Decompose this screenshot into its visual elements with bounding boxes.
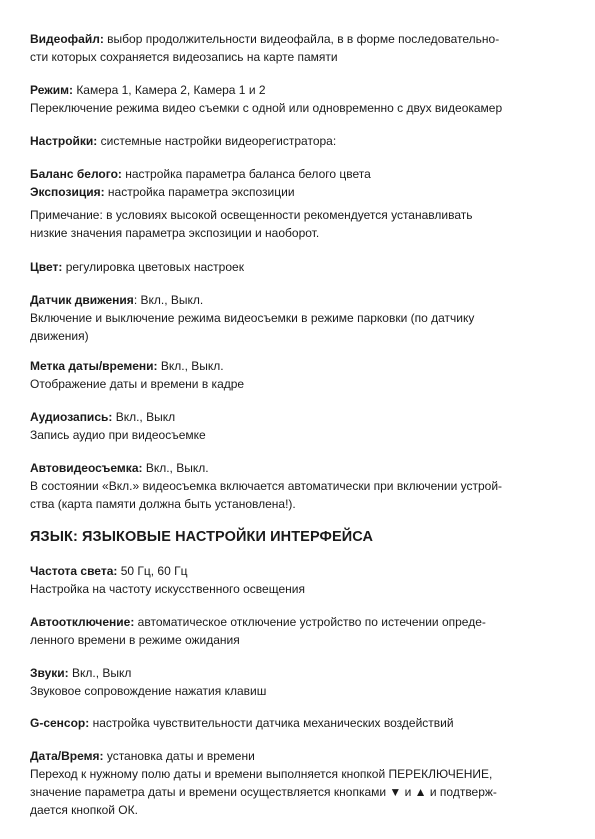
motion-label: Датчик движения	[30, 293, 134, 307]
white-balance-label: Баланс белого:	[30, 167, 122, 181]
mode-description: Переключение режима видео съемки с одной или одновременно с двух видеокамер	[30, 101, 503, 115]
datestamp-label: Метка даты/времени:	[30, 359, 158, 373]
gsensor-text: настройка чувствительности датчика механических воздействий	[89, 716, 454, 730]
white-balance-text: настройка параметра баланса белого цвета	[121, 167, 371, 181]
motion-description: Включение и выключение режима видеосъемки в режиме парковки (по датчику	[30, 311, 475, 325]
gsensor-label: G-сенсор:	[30, 716, 90, 730]
color-text: регулировка цветовых настроек	[62, 260, 244, 274]
datetime-description: Переход к нужному полю даты и времени выполняется кнопкой ПЕРЕКЛЮЧЕНИЕ,	[30, 767, 493, 781]
gsensor-section	[30, 714, 454, 732]
sounds-values: Вкл., Выкл	[68, 666, 132, 680]
settings-section	[30, 132, 336, 150]
white-balance-section	[30, 165, 371, 201]
videofile-label: Видеофайл:	[30, 32, 104, 46]
autorec-label: Автовидеосъемка:	[30, 461, 143, 475]
sounds-label: Звуки:	[30, 666, 69, 680]
sounds-description: Звуковое сопровождение нажатия клавиш	[30, 684, 267, 698]
frequency-description: Настройка на частоту искусственного освещения	[30, 582, 305, 596]
note-line-2: низкие значения параметра экспозиции и наоборот.	[30, 226, 320, 240]
frequency-values: 50 Гц, 60 Гц	[117, 564, 188, 578]
videofile-section	[30, 30, 499, 66]
audio-label: Аудиозапись:	[30, 410, 113, 424]
datestamp-values: Вкл., Выкл.	[157, 359, 224, 373]
datetime-section	[30, 747, 497, 819]
autorec-description: В состоянии «Вкл.» видеосъемка включается автоматически при включении устрой-	[30, 479, 503, 493]
note-section	[30, 206, 472, 242]
autorec-values: Вкл., Выкл.	[142, 461, 209, 475]
mode-values: Камера 1, Камера 2, Камера 1 и 2	[72, 83, 266, 97]
audio-description: Запись аудио при видеосъемке	[30, 428, 206, 442]
mode-section	[30, 81, 502, 117]
autorec-description-cont: ства (карта памяти должна быть установлена!).	[30, 497, 296, 511]
settings-text: системные настройки видеорегистратора:	[97, 134, 337, 148]
motion-values: : Вкл., Выкл.	[133, 293, 204, 307]
audio-values: Вкл., Выкл	[112, 410, 176, 424]
audio-section	[30, 408, 206, 444]
color-label: Цвет:	[30, 260, 63, 274]
color-section	[30, 258, 244, 276]
datetime-label: Дата/Время:	[30, 749, 104, 763]
frequency-label: Частота света:	[30, 564, 118, 578]
autooff-label: Автоотключение:	[30, 615, 135, 629]
autooff-section	[30, 613, 486, 649]
datetime-description-cont: значение параметра даты и времени осуществляется кнопками ▼ и ▲ и подтверж-	[30, 785, 497, 799]
language-heading: ЯЗЫК: ЯЗЫКОВЫЕ НАСТРОЙКИ ИНТЕРФЕЙСА	[30, 529, 374, 545]
exposure-text: настройка параметра экспозиции	[104, 185, 295, 199]
datestamp-section	[30, 357, 244, 393]
autorec-section	[30, 459, 502, 513]
videofile-text-cont: сти которых сохраняется видеозапись на карте памяти	[30, 50, 338, 64]
motion-description-cont: движения)	[30, 329, 89, 343]
mode-label: Режим:	[30, 83, 73, 97]
motion-section	[30, 291, 474, 345]
settings-label: Настройки:	[30, 134, 98, 148]
exposure-label: Экспозиция:	[30, 185, 105, 199]
autooff-text-cont: ленного времени в режиме ожидания	[30, 633, 240, 647]
datetime-text: установка даты и времени	[103, 749, 255, 763]
note-line-1: Примечание: в условиях высокой освещенности рекомендуется устанавливать	[30, 208, 473, 222]
sounds-section	[30, 664, 266, 700]
frequency-section	[30, 562, 305, 598]
autooff-text: автоматическое отключение устройство по истечении опреде-	[134, 615, 486, 629]
datetime-description-end: дается кнопкой ОК.	[30, 803, 138, 817]
datestamp-description: Отображение даты и времени в кадре	[30, 377, 245, 391]
videofile-text: выбор продолжительности видеофайла, в в форме последовательно-	[103, 32, 500, 46]
